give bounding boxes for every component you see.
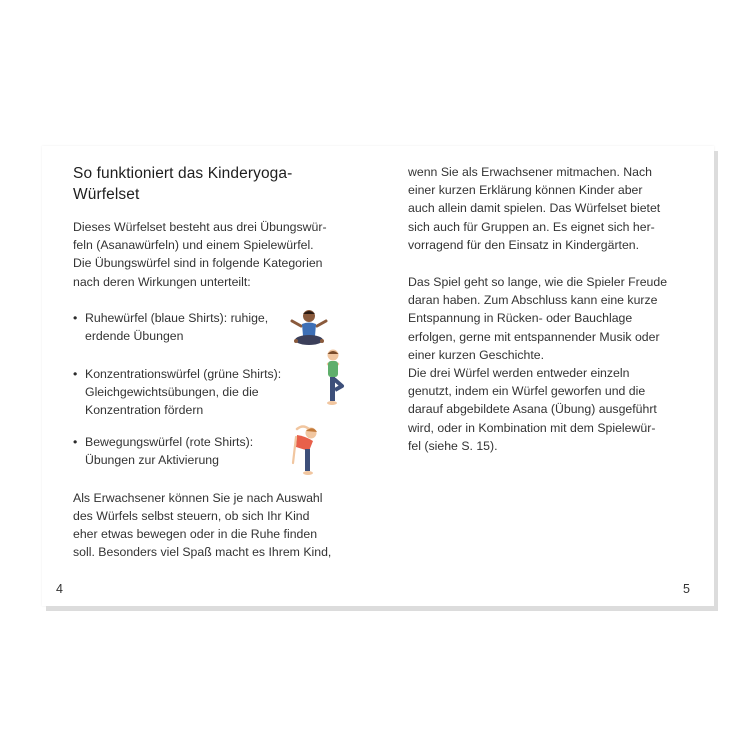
text-line: fel (siehe S. 15). — [408, 438, 498, 453]
outro-paragraph — [73, 489, 343, 562]
text-line: Entspannung in Rücken- oder Bauchlage — [408, 311, 633, 326]
book-spread — [42, 146, 714, 606]
text-line: eher etwas bewegen oder in die Ruhe finden — [73, 527, 318, 542]
left-page-content — [73, 163, 343, 562]
text-line: Dieses Würfelset besteht aus drei Übungswür- — [73, 220, 327, 234]
bullet-item-konzentrationswuerfel — [73, 365, 343, 419]
tree-pose-child-green-shirt-icon — [321, 348, 345, 408]
bullet-item-ruhewuerfel — [73, 309, 343, 345]
right-page-content — [408, 163, 690, 455]
text-line: nach deren Wirkungen unterteilt: — [73, 274, 251, 289]
text-line: sich auch für Gruppen an. Es eignet sich her- — [408, 219, 655, 234]
bullet-line: Bewegungswürfel (rote Shirts): — [85, 434, 254, 449]
heading-line: So funktioniert das Kinderyoga- — [73, 165, 293, 182]
intro-paragraph — [73, 218, 343, 291]
bending-child-red-shirt-icon — [287, 423, 327, 475]
text-line: auch allein damit spielen. Das Würfelset bietet — [408, 201, 661, 216]
text-line: wenn Sie als Erwachsener mitmachen. Nach — [408, 165, 652, 179]
text-line: einer kurzen Erklärung können Kinder aber — [408, 183, 643, 198]
text-line: einer kurzen Geschichte. — [408, 347, 545, 362]
bullet-line: erdende Übungen — [85, 329, 184, 344]
section-heading — [73, 163, 343, 205]
bullet-dot: • — [73, 366, 78, 381]
text-line: des Würfels selbst steuern, ob sich Ihr Kind — [73, 509, 310, 524]
text-line: genutzt, indem ein Würfel geworfen und die — [408, 384, 646, 399]
text-line: Das Spiel geht so lange, wie die Spieler Freude — [408, 275, 668, 290]
text-line: vorragend für den Einsatz in Kindergärten. — [408, 237, 640, 252]
text-line: feln (Asanawürfeln) und einem Spielewürfel. — [73, 238, 314, 253]
sitting-child-blue-shirt-icon — [286, 307, 332, 349]
page-number-left: 4 — [56, 582, 63, 596]
text-line: darauf abgebildete Asana (Übung) ausgeführt — [408, 402, 657, 417]
bullet-line: Konzentrationswürfel (grüne Shirts): — [85, 366, 282, 381]
text-line: Die Übungswürfel sind in folgende Kategorien — [73, 256, 323, 271]
text-line: Die drei Würfel werden entweder einzeln — [408, 366, 630, 381]
bullet-line: Gleichgewichtsübungen, die die — [85, 385, 259, 400]
text-line: wird, oder in Kombination mit dem Spielewür- — [408, 420, 656, 435]
bullet-item-bewegungswuerfel — [73, 433, 343, 469]
text-line: soll. Besonders viel Spaß macht es Ihrem Kind, — [73, 545, 332, 560]
bullet-dot: • — [73, 310, 78, 325]
paragraph-continuation — [408, 163, 690, 254]
bullet-dot: • — [73, 434, 78, 449]
bullet-line: Konzentration fördern — [85, 403, 204, 418]
text-line: daran haben. Zum Abschluss kann eine kurze — [408, 293, 658, 308]
paragraph-spielablauf — [408, 273, 690, 455]
text-line: erfolgen, gerne mit entspannender Musik oder — [408, 329, 660, 344]
bullet-line: Ruhewürfel (blaue Shirts): ruhige, — [85, 310, 269, 325]
heading-line: Würfelset — [73, 186, 140, 203]
page-number-right: 5 — [683, 582, 690, 596]
bullet-line: Übungen zur Aktivierung — [85, 453, 219, 468]
text-line: Als Erwachsener können Sie je nach Auswahl — [73, 490, 323, 505]
